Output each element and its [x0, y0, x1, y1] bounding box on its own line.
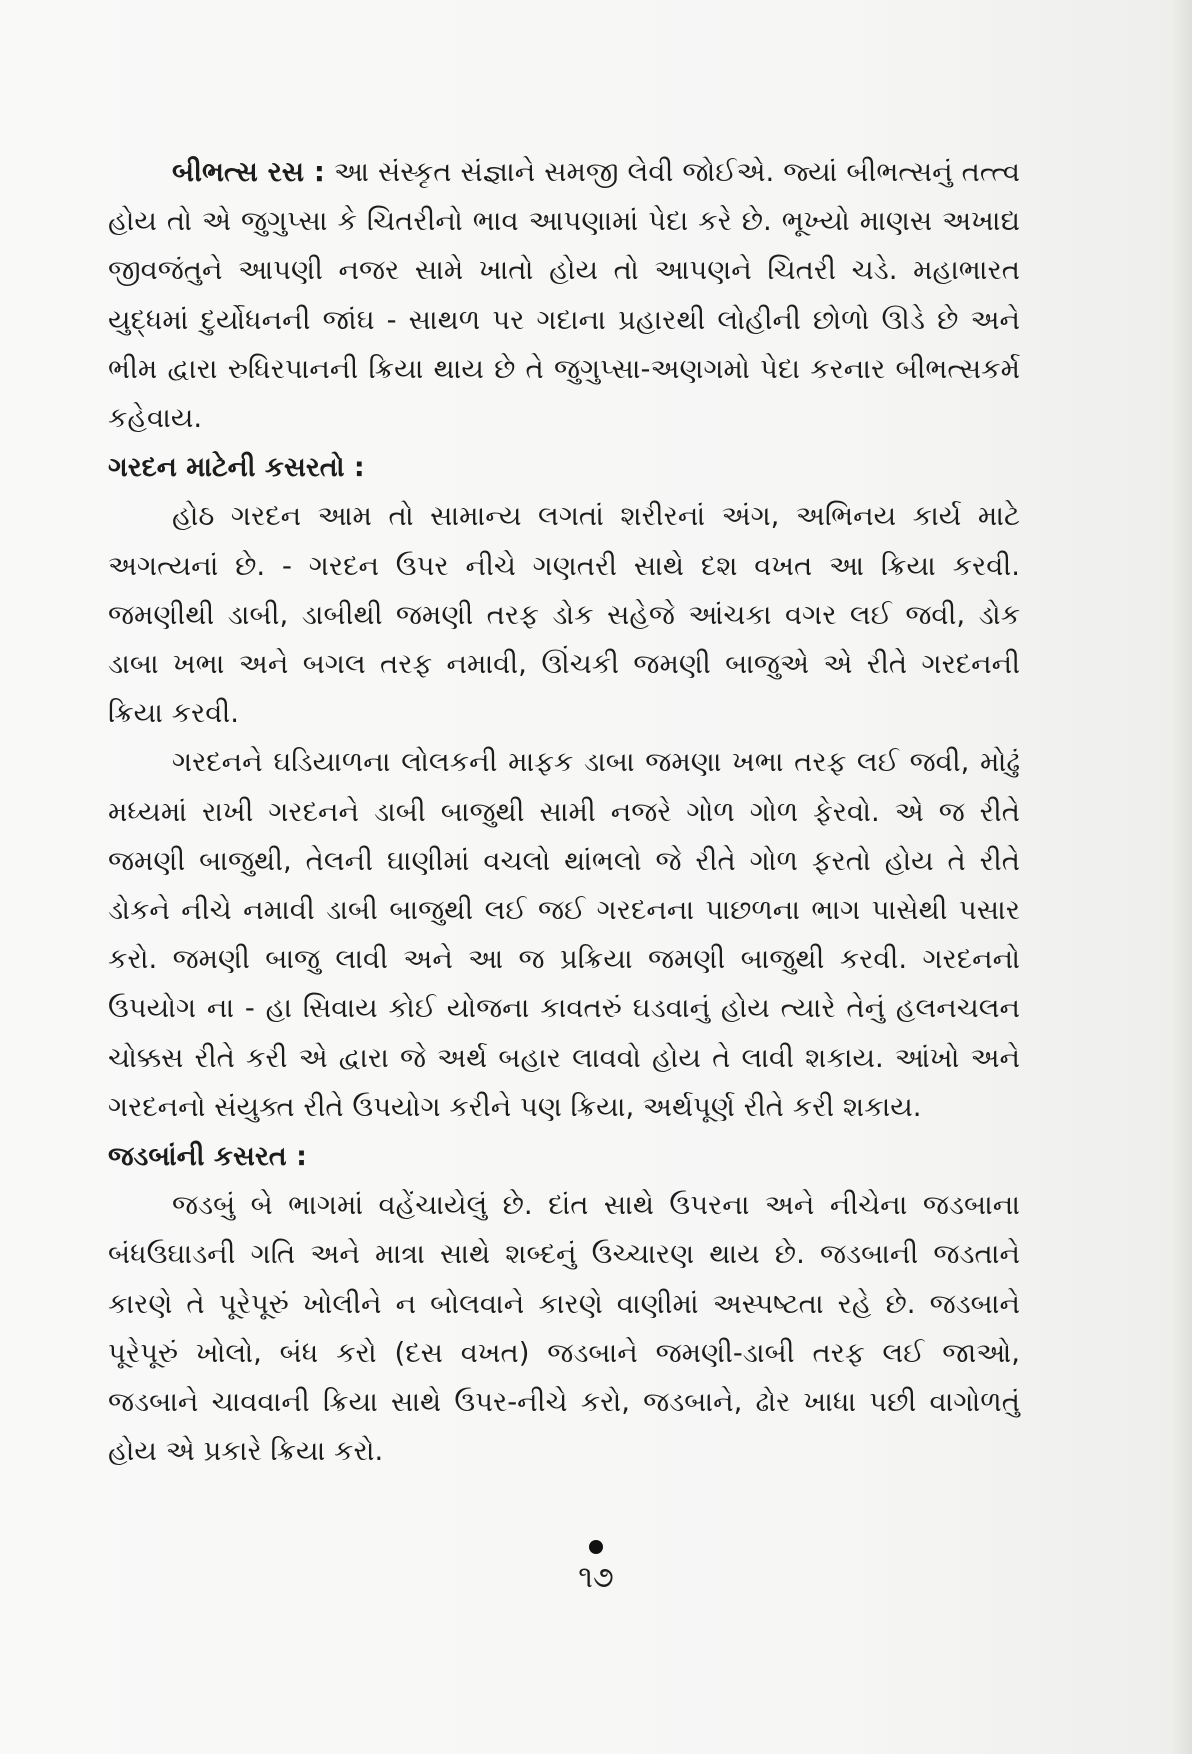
neck-paragraph-2: ગરદનને ઘડિયાળના લોલકની માફક ડાબા જમણા ખભા તરફ લઈ જવી, મોઢું મધ્યમાં રાખી ગરદનને ડાબી બાજુથી સામી નજરે ગોળ ગોળ ફેરવો. એ જ રીતે જમણી બાજુથી, તેલની ઘાણીમાં વચલો થાંભલો જે રીતે ગોળ ફરતો હોય તે રીતે ડોકને નીચે નમાવી ડાબી બાજુથી લઈ જઈ ગરદનના પાછળના ભાગ પાસેથી પસાર કરો. જમણી બાજુ લાવી અને આ જ પ્રક્રિયા જમણી બાજુથી કરવી. ગરદનનો ઉપયોગ ના - હા સિવાય કોઈ યોજના કાવતરું ઘડવાનું હોય ત્યારે તેનું હલનચલન ચોક્કસ રીતે કરી એ દ્વારા જે અર્થ બહાર લાવવો હોય તે લાવી શકાય. આંખો અને ગરદનનો સંયુક્ત રીતે ઉપયોગ કરીને પણ ક્રિયા, અર્થપૂર્ણ રીતે કરી શકાય.: [108, 746, 1020, 1123]
page-number: ૧૭: [578, 1560, 614, 1595]
neck-paragraph-1: હોઠ ગરદન આમ તો સામાન્ય લગતાં શરીરનાં અંગ, અભિનય કાર્ય માટે અગત્યનાં છે. - ગરદન ઉપર નીચે ગણતરી સાથે દશ વખત આ ક્રિયા કરવી. જમણીથી ડાબી, ડાબીથી જમણી તરફ ડોક સહેજે આંચકા વગર લઈ જવી, ડોક ડાબા ખભા અને બગલ તરફ નમાવી, ઊંચકી જમણી બાજુએ એ રીતે ગરદનની ક્રિયા કરવી.: [108, 500, 1020, 730]
neck-exercise-heading: ગરદન માટેની કસરતો :: [108, 452, 365, 484]
bibhats-lead: બીભત્સ રસ :: [172, 156, 325, 188]
page-text: [108, 148, 1020, 1476]
page-footer: [0, 1540, 1192, 1596]
bibhats-paragraph: [108, 148, 1020, 443]
bullet-dot-icon: [589, 1540, 603, 1554]
page-edge-shadow: [1170, 0, 1192, 1754]
jaw-exercise-heading: જડબાંની કસરત :: [108, 1141, 307, 1173]
bibhats-body: આ સંસ્કૃત સંજ્ઞાને સમજી લેવી જોઈએ. જ્યાં બીભત્સનું તત્ત્વ હોય તો એ જુગુપ્સા કે ચિતરીનો ભાવ આપણામાં પેદા કરે છે. ભૂખ્યો માણસ અખાદ્ય જીવજંતુને આપણી નજર સામે ખાતો હોય તો આપણને ચિતરી ચડે. મહાભારત યુદ્ધમાં દુર્યોધનની જાંઘ - સાથળ પર ગદાના પ્રહારથી લોહીની છોળો ઊડે છે અને ભીમ દ્વારા રુધિરપાનની ક્રિયા થાય છે તે જુગુપ્સા-અણગમો પેદા કરનાર બીભત્સકર્મ કહેવાય.: [108, 156, 1021, 435]
jaw-paragraph-1: જડબું બે ભાગમાં વહેંચાયેલું છે. દાંત સાથે ઉપરના અને નીચેના જડબાના બંધઉઘાડની ગતિ અને માત્રા સાથે શબ્દનું ઉચ્ચારણ થાય છે. જડબાની જડતાને કારણે તે પૂરેપૂરું ખોલીને ન બોલવાને કારણે વાણીમાં અસ્પષ્ટતા રહે છે. જડબાને પૂરેપૂરું ખોલો, બંધ કરો (દસ વખત) જડબાને જમણી-ડાબી તરફ લઈ જાઓ, જડબાને ચાવવાની ક્રિયા સાથે ઉપર-નીચે કરો, જડબાને, ઢોર ખાધા પછી વાગોળતું હોય એ પ્રકારે ક્રિયા કરો.: [108, 1189, 1020, 1468]
